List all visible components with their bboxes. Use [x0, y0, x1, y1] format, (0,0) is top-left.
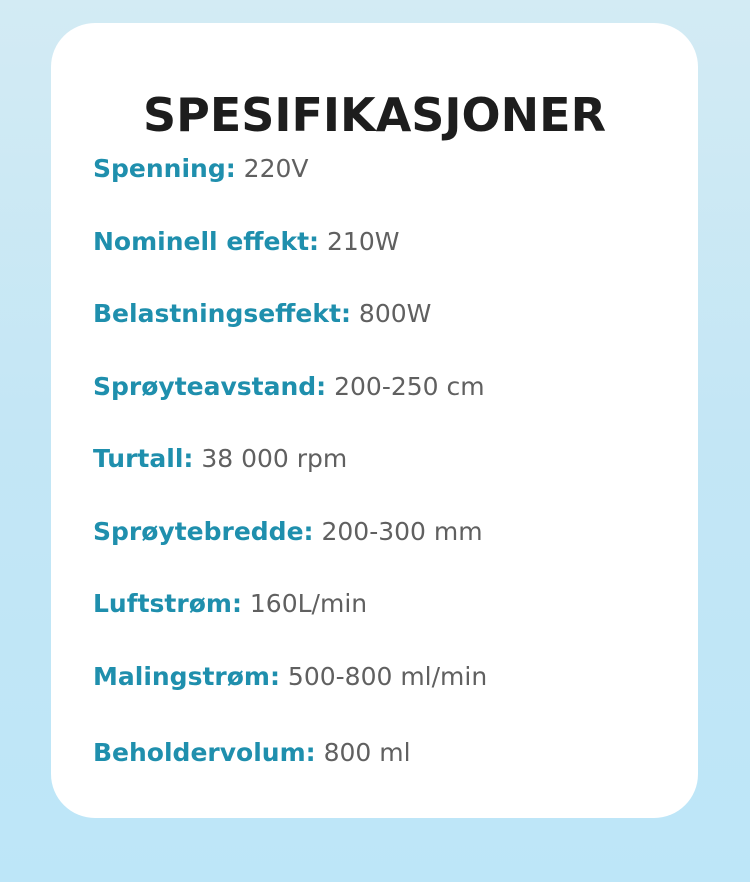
- spec-label: Turtall:: [93, 444, 194, 473]
- spec-label: Beholdervolum:: [93, 738, 316, 767]
- spec-value: 210W: [327, 227, 400, 256]
- spec-label: Belastningseffekt:: [93, 299, 351, 328]
- spec-row-rated-power: [93, 225, 399, 259]
- spec-row-load-power: [93, 297, 431, 331]
- page-title: SPESIFIKASJONER: [143, 88, 606, 142]
- spec-value: 800W: [358, 299, 432, 328]
- spec-label: Sprøyteavstand:: [93, 372, 327, 401]
- spec-label: Luftstrøm:: [93, 589, 242, 618]
- spec-label: Spenning:: [93, 154, 236, 183]
- spec-value: 200-300 mm: [321, 517, 483, 546]
- spec-value: 200-250 cm: [334, 372, 485, 401]
- spec-label: Sprøytebredde:: [93, 517, 314, 546]
- spec-row-voltage: [93, 152, 309, 186]
- spec-value: 500-800 ml/min: [287, 662, 488, 691]
- spec-row-airflow: [93, 587, 367, 621]
- spec-row-spray-width: [93, 515, 483, 549]
- spec-value: 800 ml: [323, 738, 411, 767]
- spec-card: [51, 23, 698, 818]
- spec-value: 160L/min: [249, 589, 368, 618]
- spec-row-container-volume: [93, 736, 411, 770]
- spec-row-spray-distance: [93, 370, 485, 404]
- spec-row-rpm: [93, 442, 347, 476]
- spec-label: Malingstrøm:: [93, 662, 280, 691]
- spec-label: Nominell effekt:: [93, 227, 320, 256]
- spec-value: 38 000 rpm: [201, 444, 348, 473]
- spec-value: 220V: [243, 154, 309, 183]
- spec-row-paint-flow: [93, 660, 487, 694]
